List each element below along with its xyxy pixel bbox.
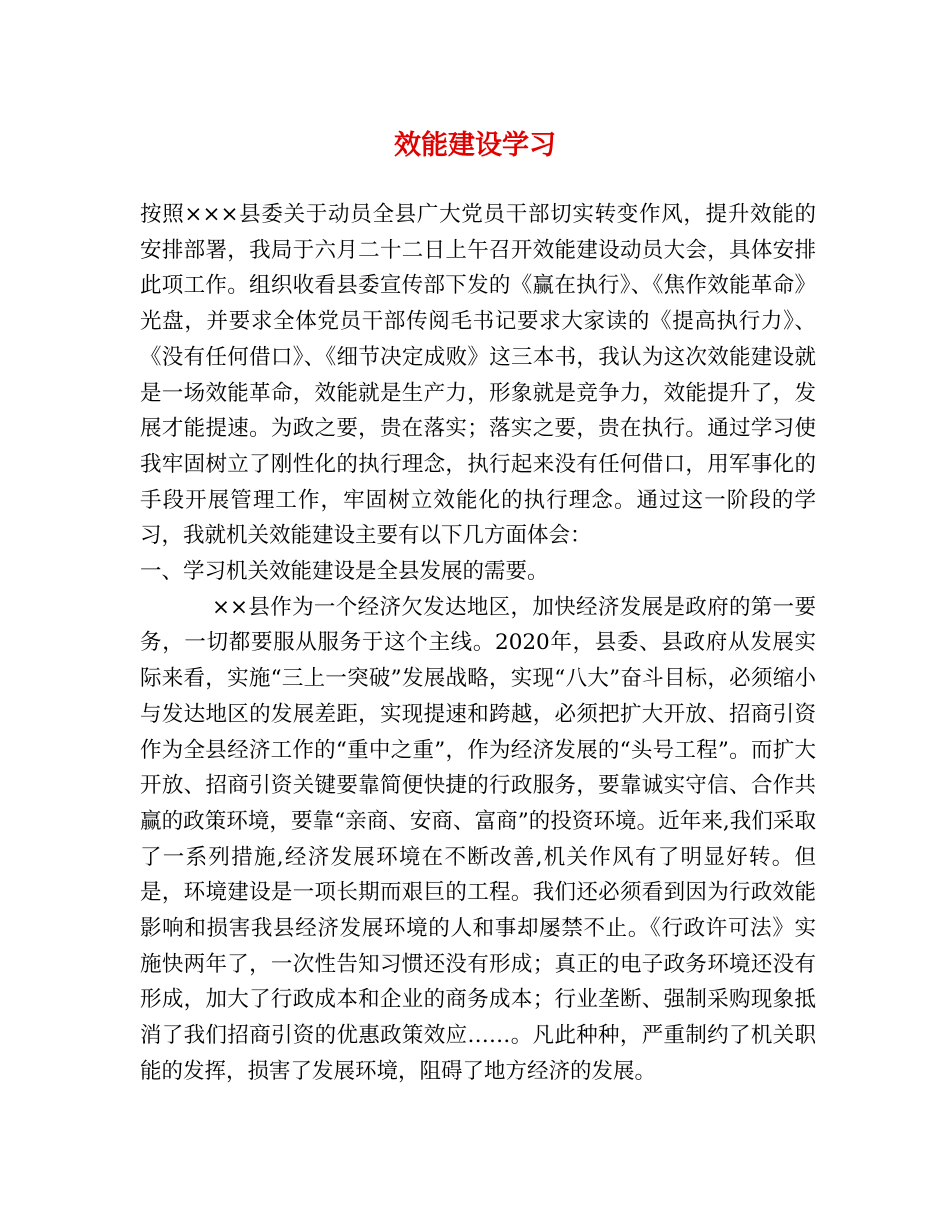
paragraph-intro: 按照×××县委关于动员全县广大党员干部切实转变作风，提升效能的安排部署，我局于六月二十二日上午召开效能建设动员大会，具体安排此项工作。组织收看县委宣传部下发的《赢在执行》、《焦作效能革命》光盘，并要求全体党员干部传阅毛书记要求大家读的《提高执行力》、《没有任何借口》、《细节决定成败》这三本书，我认为这次效能建设就是一场效能革命，效能就是生产力，形象就是竞争力，效能提升了，发展才能提速。为政之要，贵在落实；落实之要，贵在执行。通过学习使我牢固树立了刚性化的执行理念，执行起来没有任何借口，用军事化的手段开展管理工作，牢固树立效能化的执行理念。通过这一阶段的学习，我就机关效能建设主要有以下几方面体会： — [140, 202, 816, 549]
section-heading-1: 一、学习机关效能建设是全县发展的需要。 — [140, 559, 549, 585]
paragraph-section-1: ××县作为一个经济欠发达地区，加快经济发展是政府的第一要务，一切都要服从服务于这个主线。2020年，县委、县政府从发展实际来看，实施“三上一突破”发展战略，实现“八大”奋斗目标，必须缩小与发达地区的发展差距，实现提速和跨越，必须把扩大开放、招商引资作为全县经济工作的“重中之重”，作为经济发展的“头号工程”。而扩大开放、招商引资关键要靠简便快捷的行政服务，要靠诚实守信、合作共赢的政策环境，要靠“亲商、安商、富商”的投资环境。近年来,我们采取了一系列措施,经济发展环境在不断改善,机关作风有了明显好转。但是，环境建设是一项长期而艰巨的工程。我们还必须看到因为行政效能影响和损害我县经济发展环境的人和事却屡禁不止。《行政许可法》实施快两年了，一次性告知习惯还没有形成；真正的电子政务环境还没有形成，加大了行政成本和企业的商务成本；行业垄断、强制采购现象抵消了我们招商引资的优惠政策效应……。凡此种种，严重制约了机关职能的发挥，损害了发展环境，阻碍了地方经济的发展。 — [140, 594, 816, 1084]
document-title: 效能建设学习 — [394, 130, 556, 161]
document-body — [140, 197, 816, 1090]
